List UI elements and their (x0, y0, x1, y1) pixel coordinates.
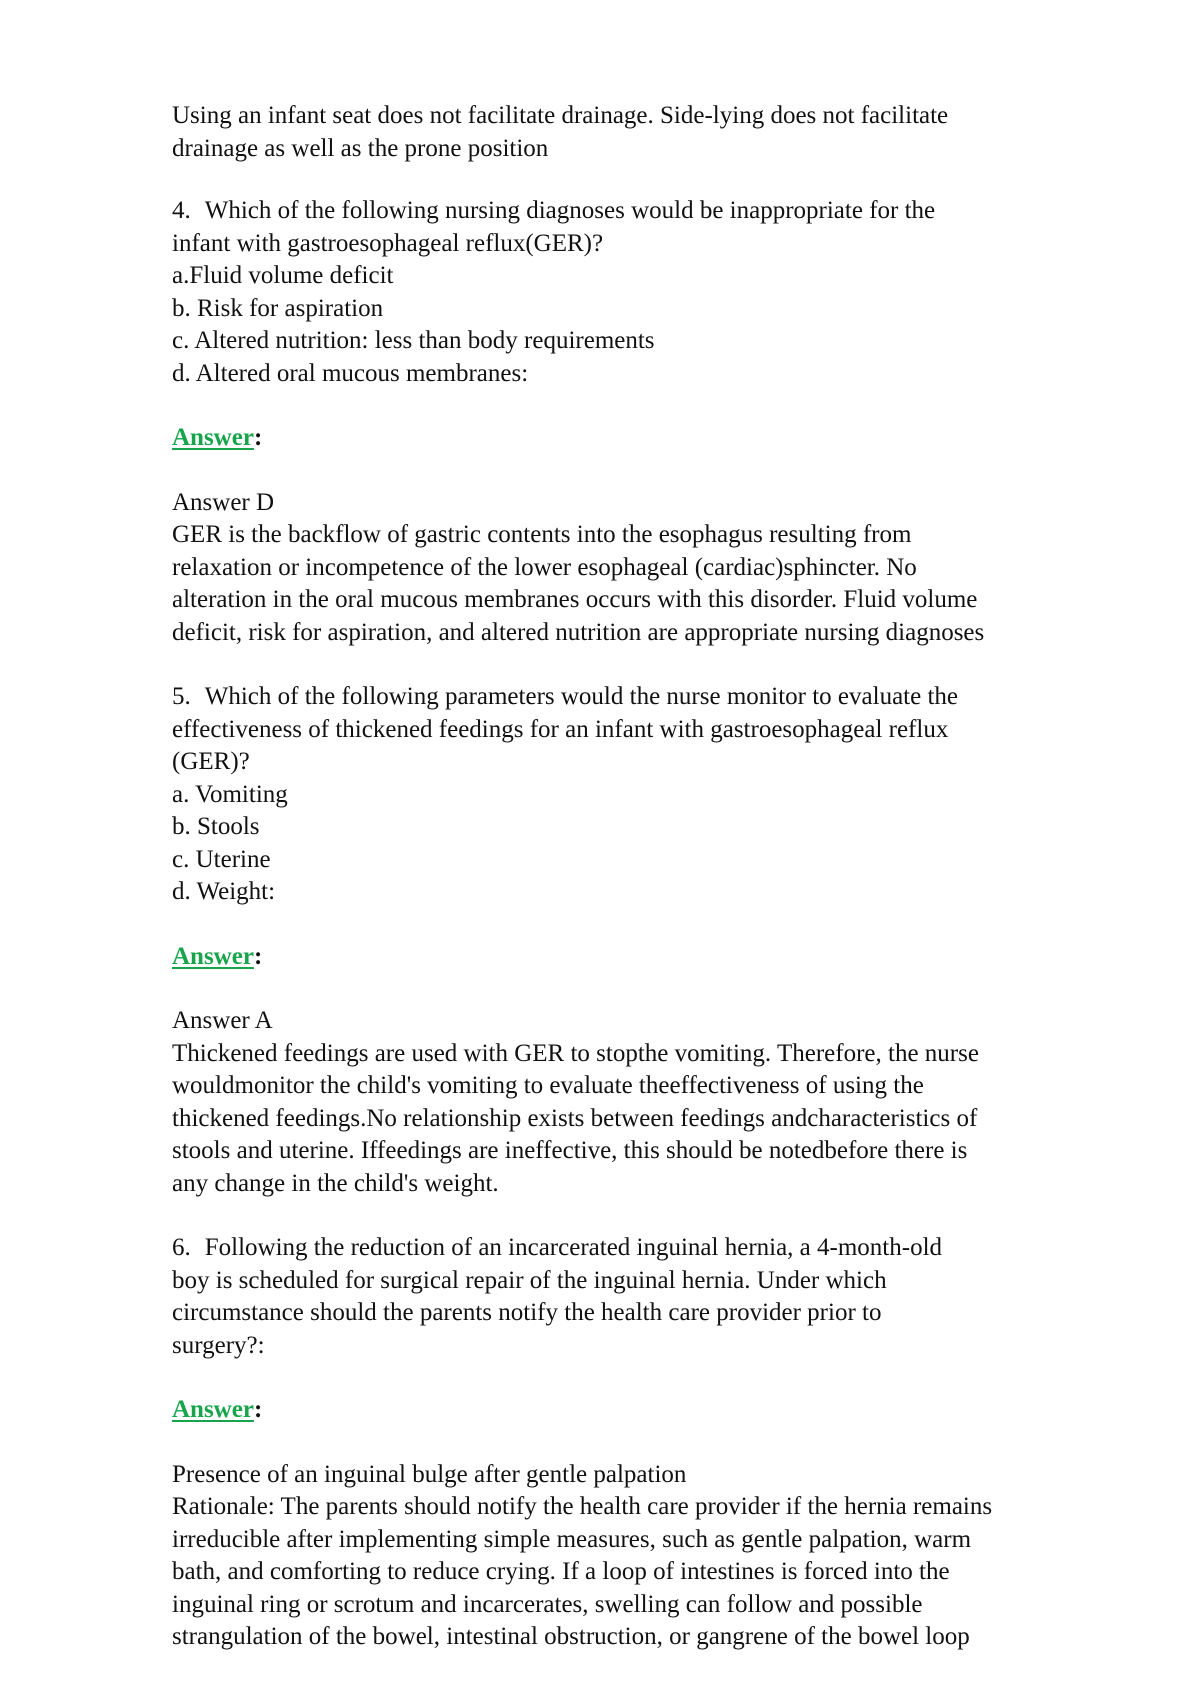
question-text-line: boy is scheduled for surgical repair of the inguinal hernia. Under which (172, 1266, 887, 1294)
option-a: a.Fluid volume deficit (172, 262, 394, 289)
answer-line: relaxation or incompetence of the lower esophageal (cardiac)sphincter. No (172, 553, 917, 581)
answer-line: Rationale: The parents should notify the health care provider if the hernia remains (172, 1493, 993, 1520)
answer-line: stools and uterine. Iffeedings are ineffective, this should be notedbefore there is (172, 1137, 968, 1164)
answer-line: bath, and comforting to reduce crying. If a loop of intestines is forced into the (172, 1558, 950, 1585)
answer-line: strangulation of the bowel, intestinal obstruction, or gangrene of the bowel loop (172, 1623, 970, 1650)
answer-line: thickened feedings.No relationship exists between feedings andcharacteristics of (172, 1104, 978, 1132)
answer-line: Answer D (172, 488, 275, 516)
answer-4-body (172, 487, 1072, 650)
option-a: a. Vomiting (172, 780, 288, 808)
answer-line: GER is the backflow of gastric contents into the esophagus resulting from (172, 521, 912, 548)
answer-line: alteration in the oral mucous membranes occurs with this disorder. Fluid volume (172, 586, 978, 613)
answer-heading (172, 1394, 1072, 1427)
question-text-line (172, 1232, 1072, 1265)
answer-line: any change in the child's weight. (172, 1169, 499, 1197)
question-text-line: circumstance should the parents notify the health care provider prior to (172, 1299, 882, 1326)
question-text-line (172, 195, 1072, 228)
answer-colon: : (253, 424, 263, 451)
answer-colon: : (253, 1396, 263, 1423)
answer-line: deficit, risk for aspiration, and altered nutrition are appropriate nursing diagnoses (172, 618, 985, 646)
option-b: b. Stools (172, 813, 260, 840)
answer-heading (172, 422, 1072, 455)
question-text-line: (GER)? (172, 748, 250, 775)
answer-link[interactable]: Answer (172, 424, 254, 451)
question-6 (172, 1232, 1072, 1362)
intro-paragraph (172, 100, 1072, 165)
answer-line: Presence of an inguinal bulge after gentle palpation (172, 1460, 687, 1488)
option-b: b. Risk for aspiration (172, 294, 384, 322)
option-d: d. Weight: (172, 878, 276, 905)
answer-line: irreducible after implementing simple measures, such as gentle palpation, warm (172, 1525, 972, 1553)
question-text-line: effectiveness of thickened feedings for an infant with gastroesophageal reflux (172, 715, 949, 743)
question-5 (172, 681, 1072, 909)
answer-5-body (172, 1005, 1072, 1200)
answer-colon: : (253, 942, 263, 970)
question-text: Which of the following parameters would the nurse monitor to evaluate the (204, 683, 958, 710)
question-number: 5. (172, 683, 191, 710)
answer-line: Answer A (172, 1007, 273, 1034)
answer-line: Thickened feedings are used with GER to stopthe vomiting. Therefore, the nurse (172, 1039, 979, 1067)
answer-line: inguinal ring or scrotum and incarcerates, swelling can follow and possible (172, 1590, 923, 1618)
text-line: drainage as well as the prone position (172, 134, 549, 162)
question-4 (172, 195, 1072, 390)
question-text: Following the reduction of an incarcerated inguinal hernia, a 4-month-old (204, 1234, 943, 1261)
option-d: d. Altered oral mucous membranes: (172, 359, 529, 387)
question-text-line: infant with gastroesophageal reflux(GER)? (172, 229, 604, 257)
question-text-line: surgery?: (172, 1331, 265, 1359)
answer-6-body (172, 1459, 1072, 1654)
answer-line: wouldmonitor the child's vomiting to evaluate theeffectiveness of using the (172, 1072, 924, 1099)
option-c: c. Uterine (172, 845, 271, 873)
question-text-line (172, 681, 1072, 714)
question-number: 4. (172, 197, 191, 224)
text-line: Using an infant seat does not facilitate drainage. Side-lying does not facilitate (172, 102, 949, 129)
answer-link[interactable]: Answer (172, 942, 254, 970)
question-text: Which of the following nursing diagnoses would be inappropriate for the (204, 197, 936, 224)
question-number: 6. (172, 1234, 191, 1261)
answer-link[interactable]: Answer (172, 1396, 254, 1423)
option-c: c. Altered nutrition: less than body requirements (172, 327, 655, 354)
answer-heading (172, 941, 1072, 974)
